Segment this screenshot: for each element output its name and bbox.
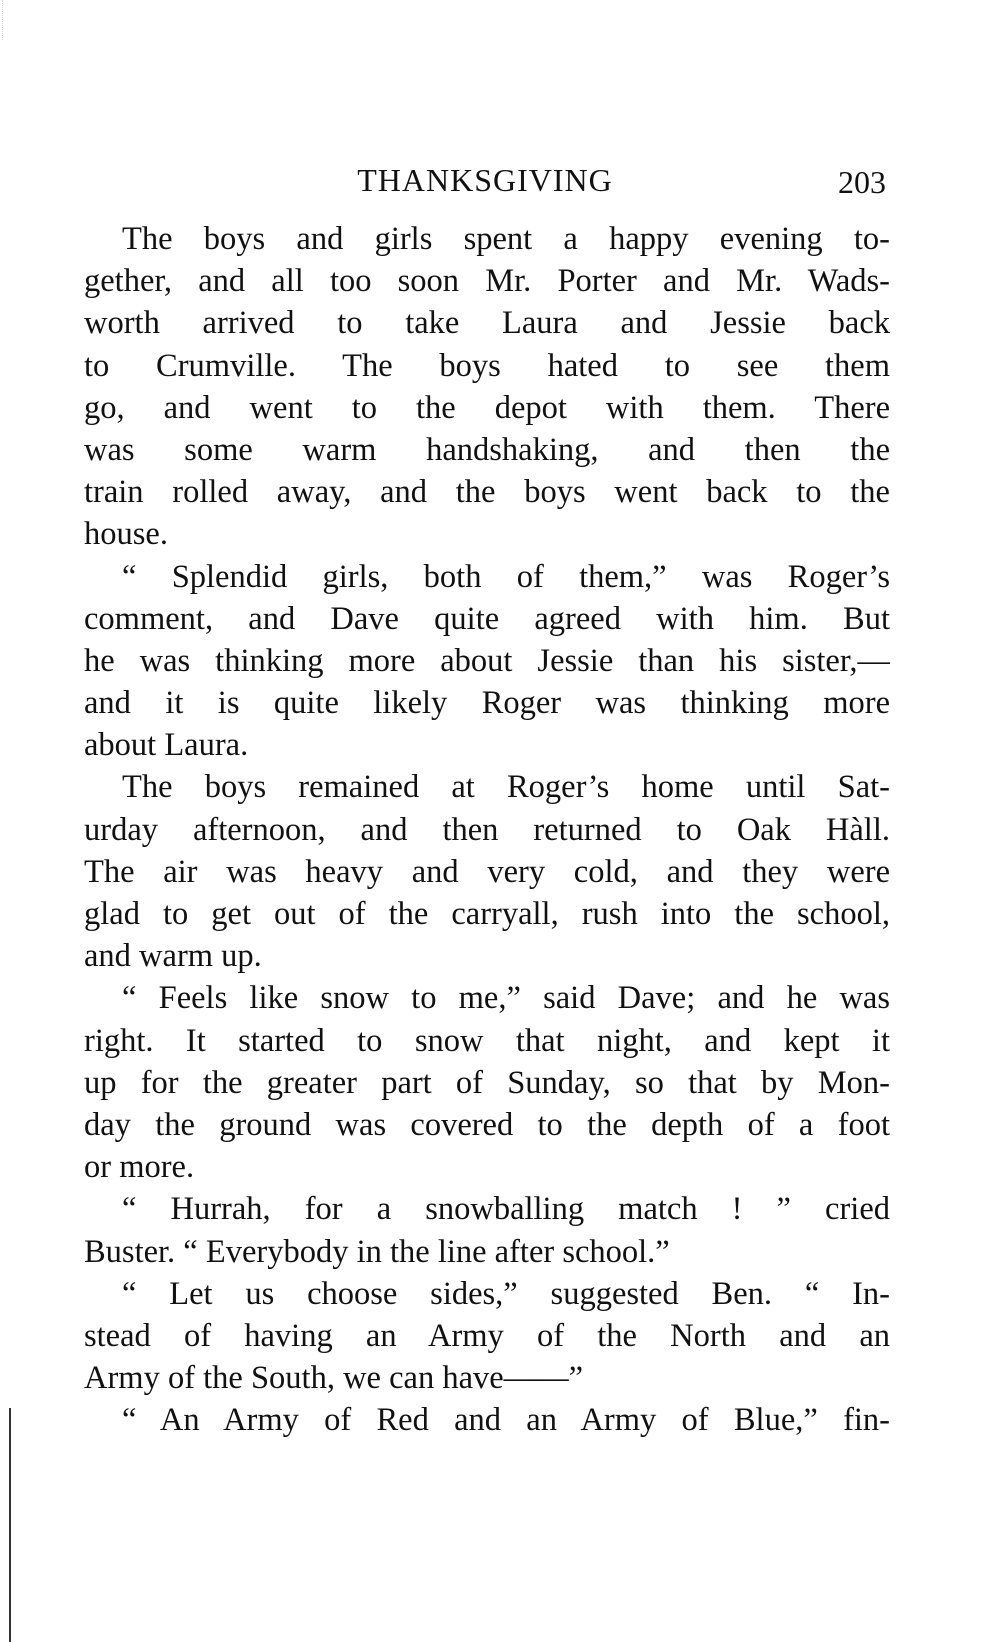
text-line: “ Hurrah, for a snowballing match ! ” cried [122,1191,890,1228]
text-line: “ Let us choose sides,” suggested Ben. “ In- [122,1275,890,1312]
text-line: Army of the South, we can have——” [84,1360,584,1397]
text-line: comment, and Dave quite agreed with him. But [84,600,890,637]
text-line: “ Feels like snow to me,” said Dave; and he was [122,980,890,1017]
text-line: urday afternoon, and then returned to Oak Hàll. [84,811,890,848]
text-line: was some warm handshaking, and then the [84,431,890,468]
running-head [84,158,886,202]
paragraph [84,766,890,977]
text-line: The boys remained at Roger’s home until Sat- [122,769,890,806]
text-line: worth arrived to take Laura and Jessie back [84,305,890,342]
text-line: day the ground was covered to the depth of a foot [84,1106,890,1143]
scan-margin-rule [9,1408,11,1642]
text-line: glad to get out of the carryall, rush into the school, [84,896,890,932]
paragraph [84,977,890,1188]
text-line: train rolled away, and the boys went back to the [84,474,890,511]
text-line: The boys and girls spent a happy evening to- [122,221,890,257]
paragraph [84,1188,890,1272]
text-line: “ An Army of Red and an Army of Blue,” fin- [122,1402,890,1439]
paragraph [84,218,890,556]
text-line: go, and went to the depot with them. There [84,389,890,426]
text-line: and warm up. [84,938,262,975]
text-line: to Crumville. The boys hated to see them [84,347,890,384]
scan-margin-mark [2,0,25,40]
text-line: The air was heavy and very cold, and they were [84,853,890,890]
text-line: up for the greater part of Sunday, so that by Mon- [84,1064,890,1101]
page-number: 203 [838,164,886,200]
text-line: or more. [84,1149,195,1186]
chapter-title: THANKSGIVING [357,162,613,198]
text-line: gether, and all too soon Mr. Porter and Mr. Wads- [84,263,890,300]
text-line: stead of having an Army of the North and an [84,1317,890,1354]
text-line: right. It started to snow that night, and kept it [84,1022,890,1059]
text-line: he was thinking more about Jessie than his sister,— [84,642,890,679]
paragraph [84,556,890,767]
text-line: Buster. “ Everybody in the line after school.” [84,1233,670,1270]
paragraph [84,1399,890,1441]
text-line: about Laura. [84,727,249,764]
text-line: “ Splendid girls, both of them,” was Roger’s [122,558,890,595]
paragraph [84,1273,890,1400]
text-line: house. [84,516,168,553]
text-line: and it is quite likely Roger was thinking more [84,685,890,722]
body-text [84,218,890,1441]
